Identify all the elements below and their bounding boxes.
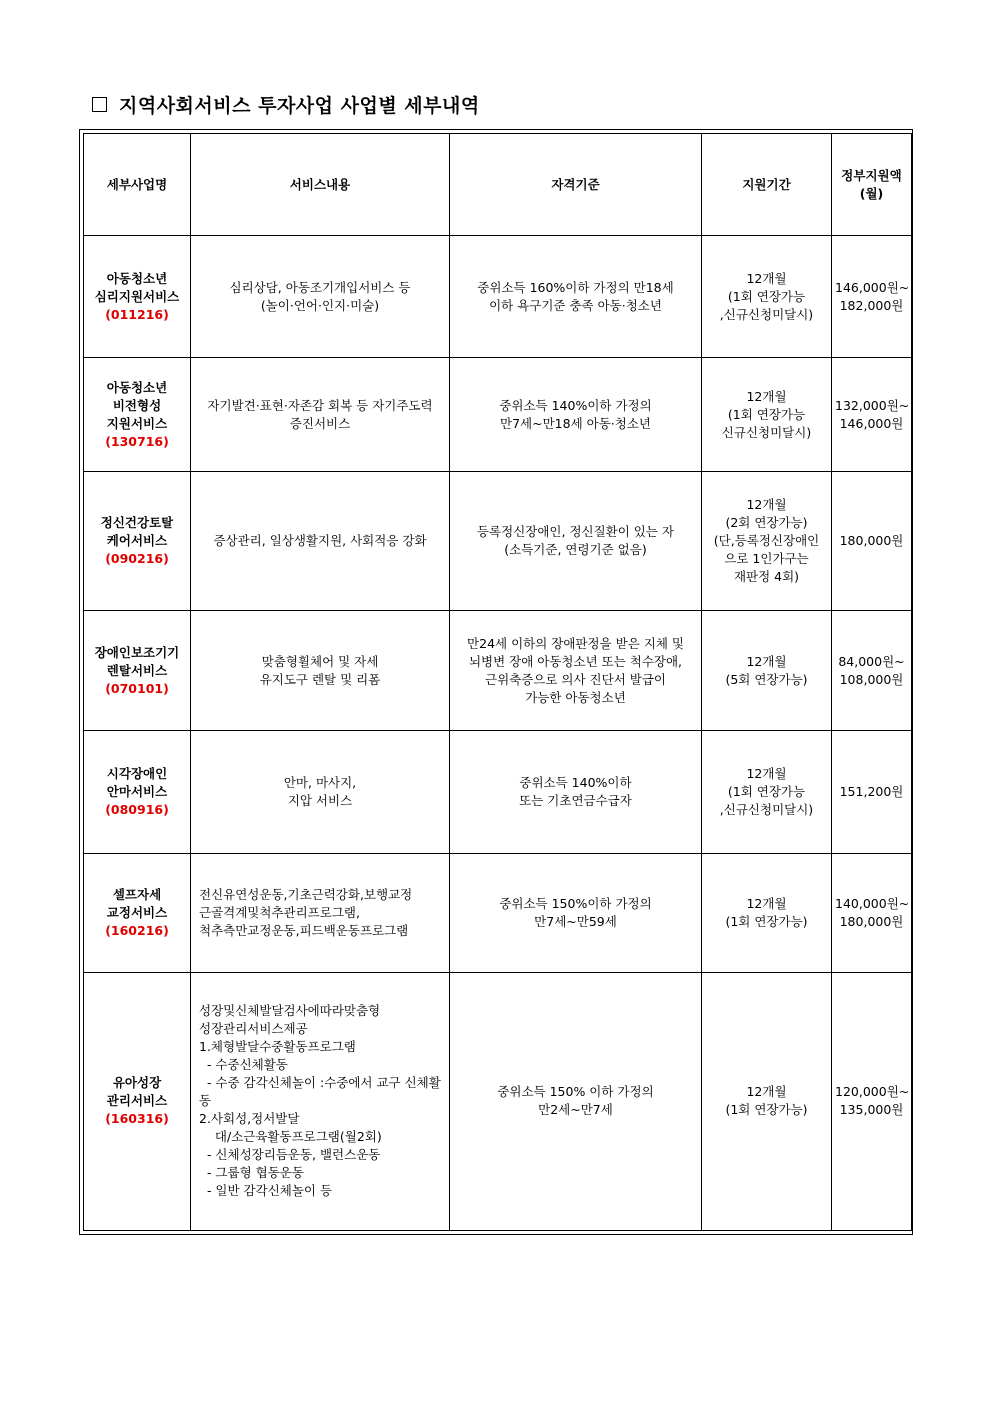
support-period-cell bbox=[702, 972, 832, 1230]
eligibility-line: (소득기준, 연령기준 없음) bbox=[504, 542, 647, 558]
eligibility-line: 가능한 아동청소년 bbox=[525, 689, 626, 705]
table-row bbox=[84, 472, 912, 611]
support-period-line: (1회 연장가능) bbox=[725, 913, 808, 929]
service-name-cell bbox=[84, 611, 191, 731]
page-title bbox=[92, 90, 480, 118]
support-period-cell bbox=[702, 611, 832, 731]
service-code: (070101) bbox=[105, 680, 169, 696]
support-amount-cell bbox=[832, 472, 912, 611]
detail-table bbox=[83, 133, 912, 1231]
service-content-cell bbox=[191, 611, 450, 731]
service-name-line: 아동청소년 bbox=[106, 379, 168, 395]
service-content-line: 성장관리서비스제공 bbox=[199, 1021, 308, 1037]
support-period-line: 으로 1인가구는 bbox=[724, 551, 809, 567]
service-content-line: 안마, 마사지, bbox=[283, 775, 357, 790]
support-period-cell bbox=[702, 358, 832, 472]
support-amount-line: 151,200원 bbox=[839, 784, 904, 799]
header-amount-line: (월) bbox=[859, 185, 884, 201]
eligibility-line: 근위축증으로 의사 진단서 발급이 bbox=[485, 671, 666, 687]
support-amount-line: 120,000원~ bbox=[835, 1084, 910, 1100]
table-row bbox=[84, 972, 912, 1230]
support-period-line: ,신규신청미달시) bbox=[719, 306, 814, 322]
service-content-cell bbox=[191, 236, 450, 358]
service-name-cell bbox=[84, 731, 191, 853]
eligibility-line: 뇌병변 장애 아동청소년 또는 척수장애, bbox=[468, 653, 683, 669]
service-code: (130716) bbox=[105, 433, 169, 449]
support-amount-cell bbox=[832, 611, 912, 731]
support-amount-line: 135,000원 bbox=[839, 1102, 904, 1118]
support-amount-line: 108,000원 bbox=[839, 671, 904, 687]
service-name-line: 정신건강토탈 bbox=[100, 515, 174, 531]
service-content-line: 전신유연성운동,기초근력강화,보행교정 bbox=[199, 886, 413, 902]
support-amount-line: 182,000원 bbox=[839, 297, 904, 313]
service-name-line: 장애인보조기기 bbox=[94, 644, 180, 660]
support-amount-line: 146,000원 bbox=[839, 415, 904, 431]
support-amount-cell bbox=[832, 236, 912, 358]
service-content-cell bbox=[191, 731, 450, 853]
support-amount-line: 180,000원 bbox=[839, 913, 904, 929]
service-code: (160216) bbox=[105, 922, 169, 938]
service-content-cell bbox=[191, 853, 450, 972]
support-period-line: (1회 연장가능) bbox=[725, 1102, 808, 1118]
support-period-line: 12개월 bbox=[746, 388, 787, 404]
service-code: (080916) bbox=[105, 802, 169, 817]
service-content-line: 심리상담, 아동조기개입서비스 등 bbox=[229, 279, 411, 295]
service-name-line: 안마서비스 bbox=[106, 784, 168, 799]
support-period-line: ,신규신청미달시) bbox=[719, 802, 814, 817]
eligibility-line: 중위소득 150%이하 가정의 bbox=[499, 895, 652, 911]
eligibility-cell bbox=[450, 358, 702, 472]
table-row bbox=[84, 611, 912, 731]
table-row bbox=[84, 731, 912, 853]
header-name: 세부사업명 bbox=[84, 134, 191, 236]
checkbox-square-icon bbox=[92, 97, 107, 112]
eligibility-line: 만2세~만7세 bbox=[538, 1102, 613, 1118]
service-name-line: 비전형성 bbox=[112, 397, 162, 413]
service-name-line: 심리지원서비스 bbox=[94, 288, 180, 304]
service-content-cell bbox=[191, 472, 450, 611]
service-content-line: 맞춤형휠체어 및 자세 bbox=[261, 653, 379, 669]
service-name-line: 지원서비스 bbox=[106, 415, 168, 431]
support-amount-cell bbox=[832, 358, 912, 472]
support-period-line: (1회 연장가능 bbox=[727, 406, 806, 422]
service-name-cell bbox=[84, 236, 191, 358]
support-period-cell bbox=[702, 472, 832, 611]
service-name-line: 시각장애인 bbox=[106, 766, 168, 781]
eligibility-line: 만7세~만18세 아동·청소년 bbox=[500, 415, 651, 431]
support-period-cell bbox=[702, 731, 832, 853]
header-criteria: 자격기준 bbox=[450, 134, 702, 236]
service-content-line: 2.사회성,정서발달 bbox=[199, 1111, 300, 1127]
support-amount-line: 180,000원 bbox=[839, 533, 904, 549]
service-code: (160316) bbox=[105, 1111, 169, 1127]
service-code: (011216) bbox=[105, 306, 169, 322]
eligibility-line: 이하 욕구기준 충족 아동·청소년 bbox=[489, 297, 662, 313]
service-content-line: 증진서비스 bbox=[289, 415, 351, 431]
support-period-line: 재판정 4회) bbox=[733, 569, 800, 585]
support-amount-line: 140,000원~ bbox=[835, 895, 910, 911]
table-header-row bbox=[84, 134, 912, 236]
header-amount-line: 정부지원액 bbox=[841, 167, 902, 183]
service-content-line: 척추측만교정운동,피드백운동프로그램 bbox=[199, 922, 409, 938]
support-amount-cell bbox=[832, 853, 912, 972]
table-body bbox=[84, 236, 912, 1231]
support-period-line: (5회 연장가능) bbox=[725, 671, 808, 687]
service-name-line: 유아성장 bbox=[112, 1075, 162, 1091]
service-content-line: - 일반 감각신체놀이 등 bbox=[199, 1183, 333, 1199]
support-period-cell bbox=[702, 853, 832, 972]
support-amount-cell bbox=[832, 731, 912, 853]
eligibility-line: 중위소득 140%이하 bbox=[519, 775, 632, 790]
header-period: 지원기간 bbox=[702, 134, 832, 236]
service-name-cell bbox=[84, 972, 191, 1230]
support-amount-cell bbox=[832, 972, 912, 1230]
page-title-text: 지역사회서비스 투자사업 사업별 세부내역 bbox=[119, 94, 480, 117]
eligibility-cell bbox=[450, 611, 702, 731]
service-content-line: - 그룹형 협동운동 bbox=[199, 1165, 304, 1181]
table-row bbox=[84, 358, 912, 472]
service-code: (090216) bbox=[105, 551, 169, 567]
service-content-line: 지압 서비스 bbox=[287, 793, 353, 808]
service-name-line: 교정서비스 bbox=[106, 904, 168, 920]
eligibility-line: 중위소득 160%이하 가정의 만18세 bbox=[477, 279, 674, 295]
table-row bbox=[84, 853, 912, 972]
eligibility-cell bbox=[450, 236, 702, 358]
eligibility-line: 중위소득 140%이하 가정의 bbox=[499, 397, 652, 413]
support-period-line: 12개월 bbox=[746, 895, 787, 911]
support-period-line: 12개월 bbox=[746, 1084, 787, 1100]
eligibility-cell bbox=[450, 731, 702, 853]
eligibility-line: 중위소득 150% 이하 가정의 bbox=[497, 1084, 654, 1100]
support-period-line: 12개월 bbox=[746, 653, 787, 669]
support-period-line: 12개월 bbox=[746, 497, 787, 513]
header-content: 서비스내용 bbox=[191, 134, 450, 236]
service-name-line: 셀프자세 bbox=[112, 886, 162, 902]
support-amount-line: 146,000원~ bbox=[835, 279, 910, 295]
eligibility-cell bbox=[450, 853, 702, 972]
service-name-line: 케어서비스 bbox=[106, 533, 168, 549]
service-name-cell bbox=[84, 853, 191, 972]
detail-table-frame bbox=[79, 129, 913, 1235]
support-period-line: 12개월 bbox=[746, 766, 787, 781]
service-content-line: - 신체성장리듬운동, 밸런스운동 bbox=[199, 1147, 381, 1163]
service-name-cell bbox=[84, 358, 191, 472]
service-content-line: 자기발견·표현·자존감 회복 등 자기주도력 bbox=[207, 397, 433, 413]
header-amount bbox=[832, 134, 912, 236]
support-period-line: (1회 연장가능 bbox=[727, 784, 806, 799]
service-content-line: 유지도구 렌탈 및 리폼 bbox=[259, 671, 381, 687]
service-content-cell bbox=[191, 972, 450, 1230]
eligibility-cell bbox=[450, 472, 702, 611]
service-content-line: 성장및신체발달검사에따라맞춤형 bbox=[199, 1003, 381, 1019]
service-content-line: 근골격계및척추관리프로그램, bbox=[199, 904, 360, 920]
eligibility-cell bbox=[450, 972, 702, 1230]
service-content-line: 대/소근육활동프로그램(월2회) bbox=[199, 1129, 382, 1145]
service-content-line: 증상관리, 일상생활지원, 사회적응 강화 bbox=[213, 533, 427, 549]
support-amount-line: 132,000원~ bbox=[835, 397, 910, 413]
service-content-line: (놀이·언어·인지·미술) bbox=[260, 297, 380, 313]
service-content-line: - 수중 감각신체놀이 :수중에서 교구 신체활동 bbox=[199, 1075, 441, 1109]
service-name-line: 관리서비스 bbox=[106, 1093, 168, 1109]
support-period-line: (단,등록정신장애인 bbox=[713, 533, 820, 549]
support-period-line: (1회 연장가능 bbox=[727, 288, 806, 304]
service-name-line: 아동청소년 bbox=[106, 270, 168, 286]
table-row bbox=[84, 236, 912, 358]
service-name-line: 렌탈서비스 bbox=[106, 662, 168, 678]
service-content-cell bbox=[191, 358, 450, 472]
service-content-line: 1.체형발달수중활동프로그램 bbox=[199, 1039, 356, 1055]
support-period-line: 12개월 bbox=[746, 270, 787, 286]
support-period-cell bbox=[702, 236, 832, 358]
eligibility-line: 만24세 이하의 장애판정을 받은 지체 및 bbox=[467, 635, 684, 651]
eligibility-line: 만7세~만59세 bbox=[534, 913, 617, 929]
support-period-line: 신규신청미달시) bbox=[721, 424, 812, 440]
eligibility-line: 또는 기초연금수급자 bbox=[519, 793, 632, 808]
service-content-line: - 수중신체활동 bbox=[199, 1057, 288, 1073]
support-period-line: (2회 연장가능) bbox=[725, 515, 808, 531]
eligibility-line: 등록정신장애인, 정신질환이 있는 자 bbox=[476, 524, 675, 540]
service-name-cell bbox=[84, 472, 191, 611]
support-amount-line: 84,000원~ bbox=[838, 653, 905, 669]
